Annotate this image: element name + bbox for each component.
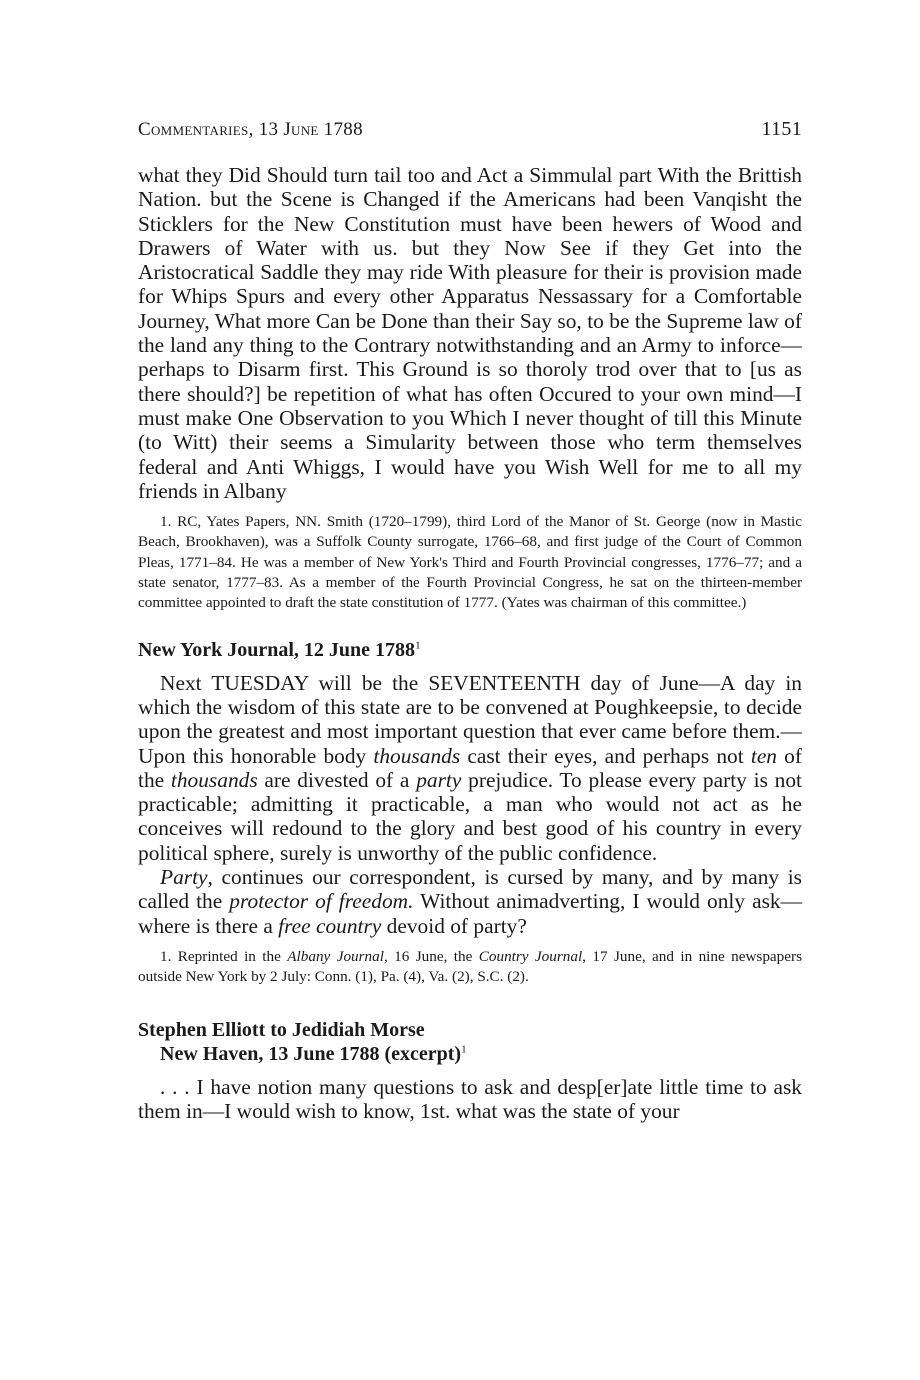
text-run: Next TUESDAY will be the SEVENTEENTH day of June—A day in which the wisdom of this state are to be convened at Poughkeepsie, to decide upon the greatest and most important question that ever came before them.—Upon this honorable body xyxy=(138,670,802,768)
text-run: 1. Reprinted in the xyxy=(160,947,288,965)
italic-run: thousands xyxy=(373,743,461,768)
nyj-paragraph-2 xyxy=(138,865,802,938)
italic-run: ten xyxy=(750,743,778,768)
footnote-marker: 1 xyxy=(415,638,421,651)
text-run: of the xyxy=(138,743,802,792)
section-heading-new-york-journal xyxy=(138,638,802,662)
heading-line-1: Stephen Elliott to Jedidiah Morse xyxy=(138,1018,425,1041)
footnote-marker: 1 xyxy=(461,1042,467,1055)
running-head-title: Commentaries, 13 June 1788 xyxy=(138,119,363,140)
text-run: 17 June, and in nine newspapers outside New York by 2 July: Conn. (1), Pa. (4), Va. (2), S.C. (2). xyxy=(138,947,802,986)
running-head xyxy=(138,118,802,154)
text-run: are divested of a xyxy=(257,767,417,792)
italic-run: Country Journal, xyxy=(478,947,586,965)
italic-run: Party xyxy=(160,865,208,890)
document-page xyxy=(138,118,802,1123)
text-run: 16 June, the xyxy=(387,947,479,965)
heading-line-2 xyxy=(138,1042,802,1066)
italic-run: thousands xyxy=(170,767,258,792)
section-heading-elliott xyxy=(138,1018,802,1066)
text-run: prejudice. To please every party is not practicable; admitting it practicable, a man who would not act as he conceives will redound to the glory and best good of his country in every political sphere, surely is unworthy of the public confidence. xyxy=(138,767,803,865)
footnote-reprints xyxy=(138,947,802,988)
text-run: cast their eyes, and perhaps not xyxy=(460,743,751,768)
text-run: , continues our correspondent, is cursed by many, and by many is called the xyxy=(138,865,802,914)
italic-run: protector of freedom. xyxy=(229,889,414,914)
italic-run: party xyxy=(416,767,462,792)
heading-text: New York Journal, 12 June 1788 xyxy=(138,638,416,661)
italic-run: Albany Journal, xyxy=(287,947,388,965)
letter-continuation-text: what they Did Should turn tail too and Act a Simmulal part With the Brittish Nation. but the Scene is Changed if the Americans had been Vanqisht the Sticklers for the New Constitution must have been hewers of Wood and Drawers of Water with us. but they Now See if they Get into the Aristocratical Saddle they may ride With pleasure for their is provision made for Whips Spurs and every other Apparatus Nessassary for a Comfortable Journey, What more Can be Done than their Say so, to be the Supreme law of the land any thing to the Contrary notwithstanding and an Army to inforce—perhaps to Disarm first. This Ground is so thoroly trod over that to [us as there should?] be repetition of what has often Occured to your own mind—I must make One Observation to you Which I never thought of till this Minute (to Witt) their seems a Simularity between those who term themselves federal and Anti Whiggs, I would have you Wish Well for me to all my friends in Albany xyxy=(138,163,802,503)
page-number: 1151 xyxy=(761,118,802,140)
nyj-paragraph-1 xyxy=(138,671,802,865)
elliott-paragraph: . . . I have notion many questions to ask and desp[er]ate little time to ask them in—I would wish to know, 1st. what was the state of your xyxy=(138,1074,802,1123)
text-run: Without animadverting, I would only ask—where is there a xyxy=(138,889,802,938)
footnote-smith: 1. RC, Yates Papers, NN. Smith (1720–1799), third Lord of the Manor of St. George (now in Mastic Beach, Brookhaven), was a Suffolk County surrogate, 1766–68, and first judge of the Court of Common Pleas, 1771–84. He was a member of New York's Third and Fourth Provincial congresses, 1776–77; and a state senator, 1777–83. As a member of the Fourth Provincial Congress, he sat on the thirteen-member committee appointed to draft the state constitution of 1777. (Yates was chairman of this committee.) xyxy=(138,513,802,612)
heading-line-2-text: New Haven, 13 June 1788 (excerpt) xyxy=(160,1042,462,1065)
italic-run: free country xyxy=(278,913,382,938)
text-run: devoid of party? xyxy=(381,913,527,938)
